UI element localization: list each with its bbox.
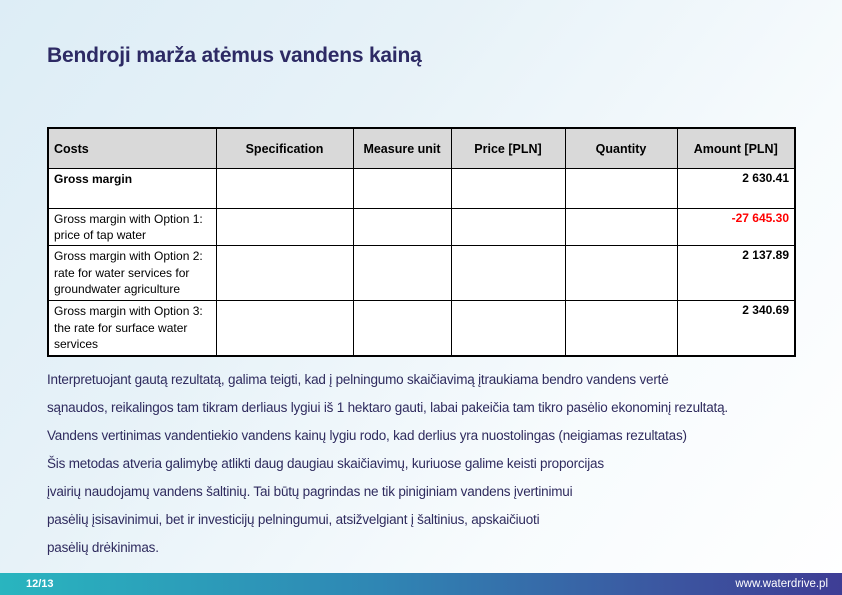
measure-unit-cell <box>353 209 451 246</box>
cost-label: Gross margin <box>48 169 216 209</box>
quantity-cell <box>565 209 677 246</box>
column-header-quantity: Quantity <box>565 128 677 169</box>
interpretation-text <box>47 366 827 562</box>
table-header-row <box>48 128 795 169</box>
measure-unit-cell <box>353 301 451 357</box>
text-line: pasėlių įsisavinimui, bet ir investicijų pelningumui, atsižvelgiant į šaltinius, apskaičiuoti <box>47 512 540 527</box>
amount-cell: 2 137.89 <box>677 246 795 301</box>
amount-cell-negative: -27 645.30 <box>677 209 795 246</box>
quantity-cell <box>565 301 677 357</box>
column-header-specification: Specification <box>216 128 353 169</box>
text-line: Vandens vertinimas vandentiekio vandens kainų lygiu rodo, kad derlius yra nuostolingas (neigiamas rezultatas) <box>47 428 687 443</box>
measure-unit-cell <box>353 169 451 209</box>
column-header-price: Price [PLN] <box>451 128 565 169</box>
specification-cell <box>216 209 353 246</box>
slide-title: Bendroji marža atėmus vandens kainą <box>47 44 422 67</box>
specification-cell <box>216 169 353 209</box>
table-row <box>48 301 795 357</box>
quantity-cell <box>565 169 677 209</box>
table-row <box>48 169 795 209</box>
amount-cell: 2 630.41 <box>677 169 795 209</box>
cost-label: Gross margin with Option 1: price of tap water <box>48 209 216 246</box>
price-cell <box>451 246 565 301</box>
measure-unit-cell <box>353 246 451 301</box>
amount-cell: 2 340.69 <box>677 301 795 357</box>
gross-margin-table <box>47 127 796 357</box>
website-url: www.waterdrive.pl <box>735 578 828 590</box>
column-header-amount: Amount [PLN] <box>677 128 795 169</box>
quantity-cell <box>565 246 677 301</box>
text-line: įvairių naudojamų vandens šaltinių. Tai būtų pagrindas ne tik piniginiam vandens įvertinimui <box>47 484 573 499</box>
column-header-measure-unit: Measure unit <box>353 128 451 169</box>
cost-label: Gross margin with Option 3: the rate for surface water services <box>48 301 216 357</box>
specification-cell <box>216 246 353 301</box>
text-line: pasėlių drėkinimas. <box>47 540 159 555</box>
price-cell <box>451 301 565 357</box>
specification-cell <box>216 301 353 357</box>
text-line: Šis metodas atveria galimybę atlikti daug daugiau skaičiavimų, kuriuose galime keisti proporcijas <box>47 456 604 471</box>
column-header-costs: Costs <box>48 128 216 169</box>
text-line: sąnaudos, reikalingos tam tikram derliaus lygiui iš 1 hektaro gauti, labai pakeičia tam tikro pasėlio ekonominį rezultatą. <box>47 400 728 415</box>
footer-bar <box>0 573 842 595</box>
table-row <box>48 246 795 301</box>
price-cell <box>451 209 565 246</box>
price-cell <box>451 169 565 209</box>
cost-label: Gross margin with Option 2: rate for water services for groundwater agriculture <box>48 246 216 301</box>
page-number: 12/13 <box>26 578 54 590</box>
table-row <box>48 209 795 246</box>
text-line: Interpretuojant gautą rezultatą, galima teigti, kad į pelningumo skaičiavimą įtraukiama bendro vandens vertė <box>47 372 669 387</box>
